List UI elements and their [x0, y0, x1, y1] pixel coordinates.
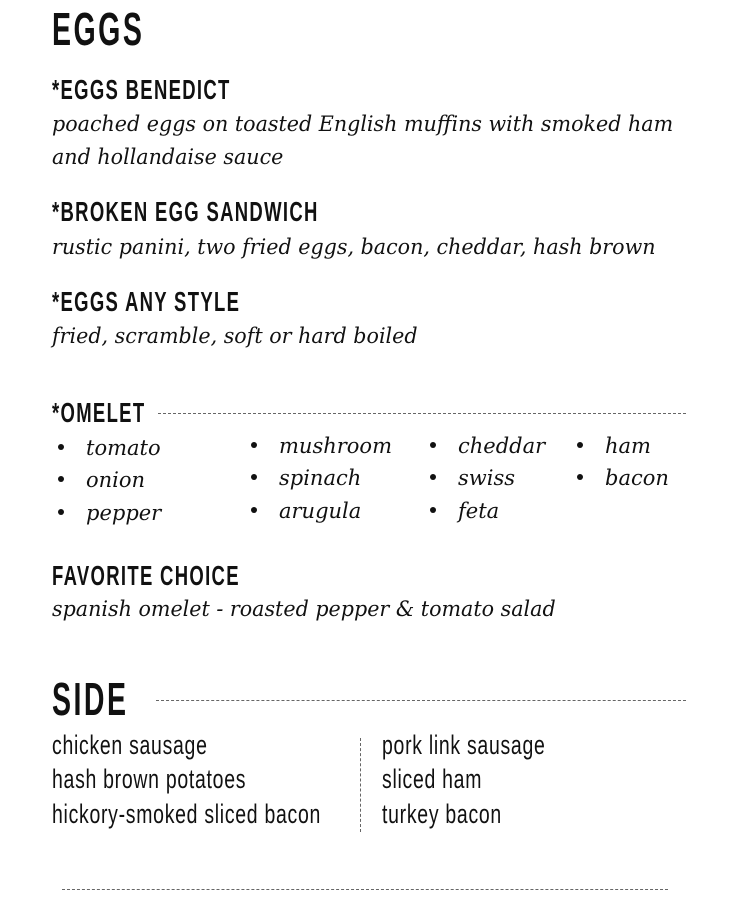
menu-item-eggs-benedict-desc-line-2: and hollandaise sauce — [52, 145, 284, 170]
side-heading: SIDE — [52, 673, 129, 725]
side-column-divider — [360, 738, 361, 832]
side-item-hash-brown-potatoes: hash brown potatoes — [52, 764, 247, 794]
menu-item-eggs-any-style-title: *EGGS ANY STYLE — [52, 286, 241, 317]
side-item-hickory-smoked-bacon: hickory-smoked sliced bacon — [52, 799, 322, 829]
omelet-divider — [158, 413, 686, 414]
favorite-choice-heading: FAVORITE CHOICE — [52, 560, 240, 591]
side-item-pork-link-sausage: pork link sausage — [382, 730, 546, 760]
side-divider — [156, 700, 686, 701]
menu-item-eggs-benedict-desc-line-1: poached eggs on toasted English muffins with smoked ham — [52, 112, 674, 137]
favorite-choice-desc: spanish omelet - roasted pepper & tomato salad — [52, 597, 556, 622]
bottom-divider — [62, 889, 668, 890]
side-item-turkey-bacon: turkey bacon — [382, 799, 502, 829]
menu-item-eggs-benedict-title: *EGGS BENEDICT — [52, 74, 231, 105]
menu-item-broken-egg-sandwich-title: *BROKEN EGG SANDWICH — [52, 196, 319, 227]
omelet-heading: *OMELET — [52, 397, 146, 428]
side-item-sliced-ham: sliced ham — [382, 764, 483, 794]
side-item-chicken-sausage: chicken sausage — [52, 730, 208, 760]
menu-item-broken-egg-sandwich-desc: rustic panini, two fried eggs, bacon, cheddar, hash brown — [52, 235, 656, 260]
menu-item-eggs-any-style-desc: fried, scramble, soft or hard boiled — [52, 324, 418, 349]
eggs-heading: EGGS — [52, 3, 145, 55]
